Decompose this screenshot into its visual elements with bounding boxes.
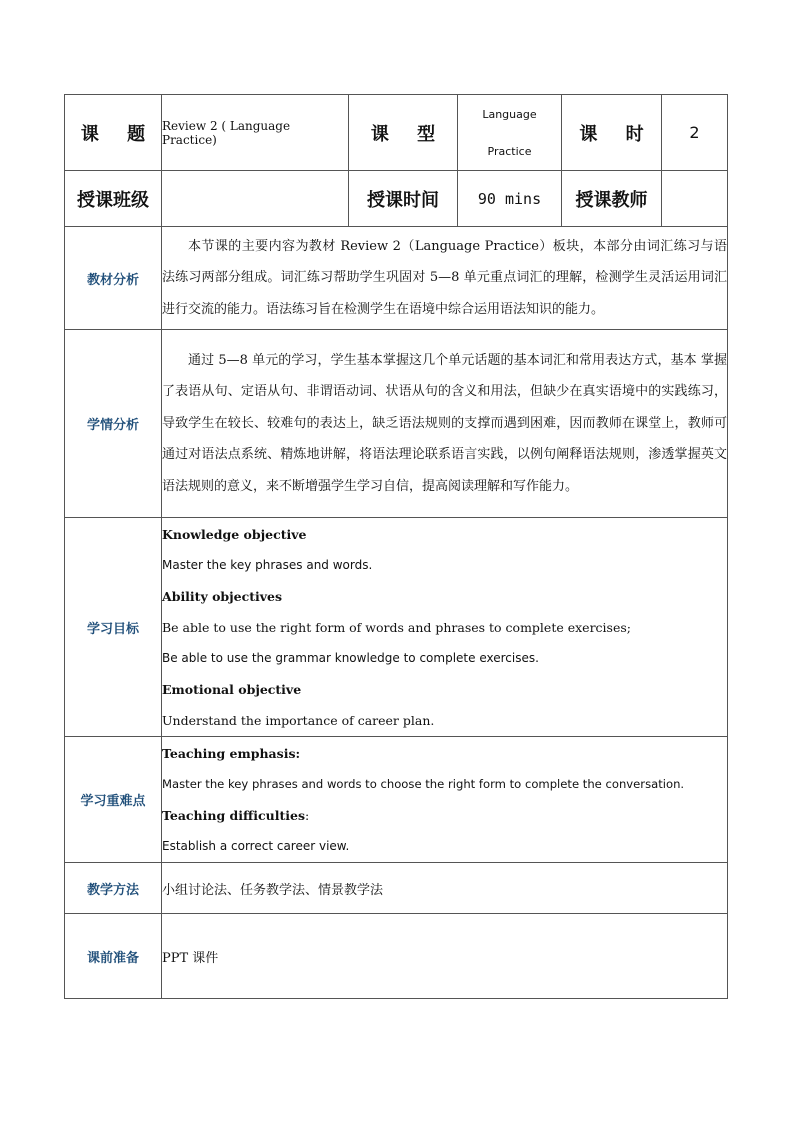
objectives-label: 学习目标: [65, 518, 162, 737]
class-value: [162, 171, 349, 227]
preparation-text: PPT 课件: [162, 914, 728, 999]
type-value-line1: Language: [482, 107, 537, 121]
difficulty-title: Teaching difficulties: [162, 807, 306, 823]
period-label: 课 时: [562, 95, 662, 171]
learner-label: 学情分析: [65, 330, 162, 518]
ability-text-2: Be able to use the grammar knowledge to complete exercises.: [162, 650, 539, 665]
emphasis-text: Master the key phrases and words to choose the right form to complete the conversation.: [162, 776, 685, 791]
focus-row: [65, 737, 728, 863]
lesson-plan-table: [64, 94, 728, 999]
difficulty-colon: :: [305, 807, 310, 823]
class-label: 授课班级: [65, 171, 162, 227]
type-label: 课 型: [349, 95, 458, 171]
period-value: 2: [662, 95, 728, 171]
learner-text-cell: [162, 330, 728, 518]
header-row-2: [65, 171, 728, 227]
focus-label: 学习重难点: [65, 737, 162, 863]
material-text-cell: [162, 227, 728, 330]
method-text: 小组讨论法、任务教学法、情景教学法: [162, 863, 728, 914]
time-label: 授课时间: [349, 171, 458, 227]
preparation-label: 课前准备: [65, 914, 162, 999]
method-row: [65, 863, 728, 914]
objectives-row: [65, 518, 728, 737]
material-label: 教材分析: [65, 227, 162, 330]
topic-value: Review 2 ( Language Practice): [162, 95, 349, 171]
material-row: [65, 227, 728, 330]
emotional-title: Emotional objective: [162, 681, 302, 697]
emphasis-title: Teaching emphasis:: [162, 745, 301, 761]
objectives-cell: [162, 518, 728, 737]
knowledge-title: Knowledge objective: [162, 526, 307, 542]
focus-cell: [162, 737, 728, 863]
ability-title: Ability objectives: [162, 588, 283, 604]
teacher-label: 授课教师: [562, 171, 662, 227]
preparation-row: [65, 914, 728, 999]
method-label: 教学方法: [65, 863, 162, 914]
teacher-value: [662, 171, 728, 227]
material-text: 本节课的主要内容为教材 Review 2（Language Practice）板块，本部分由词汇练习与语法练习两部分组成。词汇练习帮助学生巩固对 5—8 单元重点词汇的理解，检测学生灵活运用词汇进行交流的能力。语法练习旨在检测学生在语境中综合运用语法知识的能力。: [162, 238, 727, 317]
difficulty-title-line: [162, 800, 727, 831]
ability-text-1: Be able to use the right form of words and phrases to complete exercises;: [162, 619, 631, 635]
type-value-line2: Practice: [487, 144, 532, 158]
time-value: 90 mins: [458, 171, 562, 227]
knowledge-text: Master the key phrases and words.: [162, 557, 373, 572]
topic-label: 课 题: [65, 95, 162, 171]
learner-row: [65, 330, 728, 518]
difficulty-text: Establish a correct career view.: [162, 838, 350, 853]
header-row-1: [65, 95, 728, 171]
type-value: [458, 95, 562, 171]
emotional-text: Understand the importance of career plan.: [162, 712, 435, 728]
learner-text: 通过 5—8 单元的学习，学生基本掌握这几个单元话题的基本词汇和常用表达方式，基本 掌握了表语从句、定语从句、非谓语动词、状语从句的含义和用法，但缺少在真实语境中的实践练习，导致学生在较长、较难句的表达上，缺乏语法规则的支撑而遇到困难，因而教师在课堂上，教师可通过对语法点系统、精炼地讲解，将语法理论联系语言实践，以例句阐释语法规则，渗透掌握英文语法规则的意义，来不断增强学生学习自信，提高阅读理解和写作能力。: [162, 352, 727, 494]
